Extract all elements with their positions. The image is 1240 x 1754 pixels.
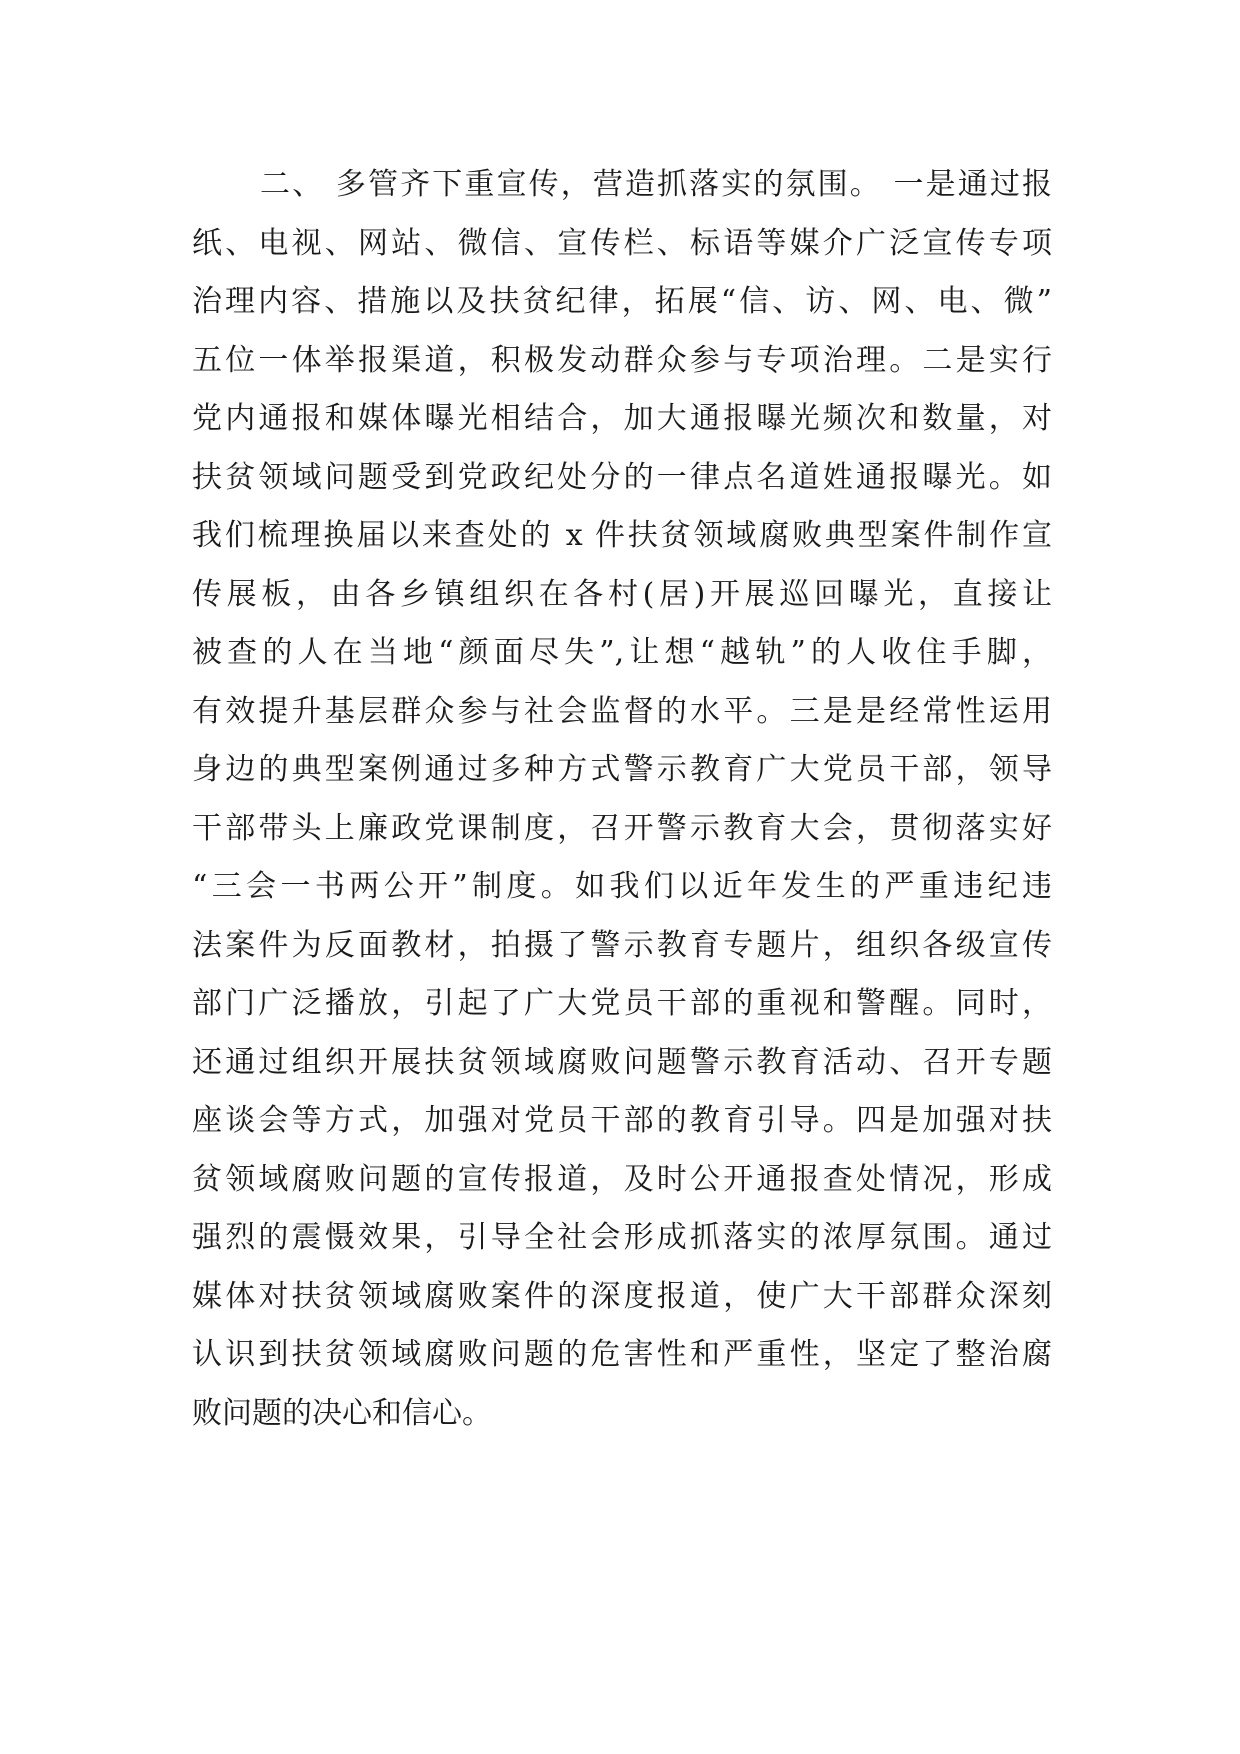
paragraph-line: 我们梳理换届以来查处的 x 件扶贫领域腐败典型案件制作宣 <box>192 518 1052 553</box>
paragraph-line: 还通过组织开展扶贫领域腐败问题警示教育活动、召开专题 <box>192 1044 1052 1080</box>
paragraph-line: 党内通报和媒体曝光相结合，加大通报曝光频次和数量，对 <box>192 401 1052 436</box>
paragraph-line: 被查的人在当地“颜面尽失”,让想“越轨”的人收住手脚， <box>192 635 1052 670</box>
paragraph-line: 纸、电视、网站、微信、宣传栏、标语等媒介广泛宣传专项 <box>192 225 1052 261</box>
body-paragraph <box>192 156 1052 1443</box>
paragraph-line: 扶贫领域问题受到党政纪处分的一律点名道姓通报曝光。如 <box>192 459 1052 495</box>
paragraph-line: 法案件为反面教材，拍摄了警示教育专题片，组织各级宣传 <box>192 927 1052 963</box>
paragraph-line: 干部带头上廉政党课制度，召开警示教育大会，贯彻落实好 <box>192 810 1052 846</box>
paragraph-line: 媒体对扶贫领域腐败案件的深度报道，使广大干部群众深刻 <box>192 1278 1052 1314</box>
paragraph-line: “三会一书两公开”制度。如我们以近年发生的严重违纪违 <box>192 869 1052 904</box>
paragraph-line: 有效提升基层群众参与社会监督的水平。三是是经常性运用 <box>192 693 1052 729</box>
paragraph-line: 认识到扶贫领域腐败问题的危害性和严重性，坚定了整治腐 <box>192 1337 1052 1372</box>
paragraph-line: 部门广泛播放，引起了广大党员干部的重视和警醒。同时， <box>192 986 1052 1021</box>
paragraph-line: 二、 多管齐下重宣传，营造抓落实的氛围。 一是通过报 <box>260 167 1052 202</box>
paragraph-line: 身边的典型案例通过多种方式警示教育广大党员干部，领导 <box>192 752 1052 787</box>
paragraph-line: 治理内容、措施以及扶贫纪律，拓展“信、访、网、电、微” <box>192 284 1052 319</box>
paragraph-line: 强烈的震慑效果，引导全社会形成抓落实的浓厚氛围。通过 <box>192 1220 1052 1255</box>
paragraph-line: 五位一体举报渠道，积极发动群众参与专项治理。二是实行 <box>192 342 1052 378</box>
paragraph-line: 座谈会等方式，加强对党员干部的教育引导。四是加强对扶 <box>192 1103 1052 1138</box>
paragraph-line: 贫领域腐败问题的宣传报道，及时公开通报查处情况，形成 <box>192 1161 1052 1197</box>
paragraph-line: 败问题的决心和信心。 <box>192 1395 492 1431</box>
paragraph-line: 传展板，由各乡镇组织在各村(居)开展巡回曝光，直接让 <box>192 576 1052 612</box>
